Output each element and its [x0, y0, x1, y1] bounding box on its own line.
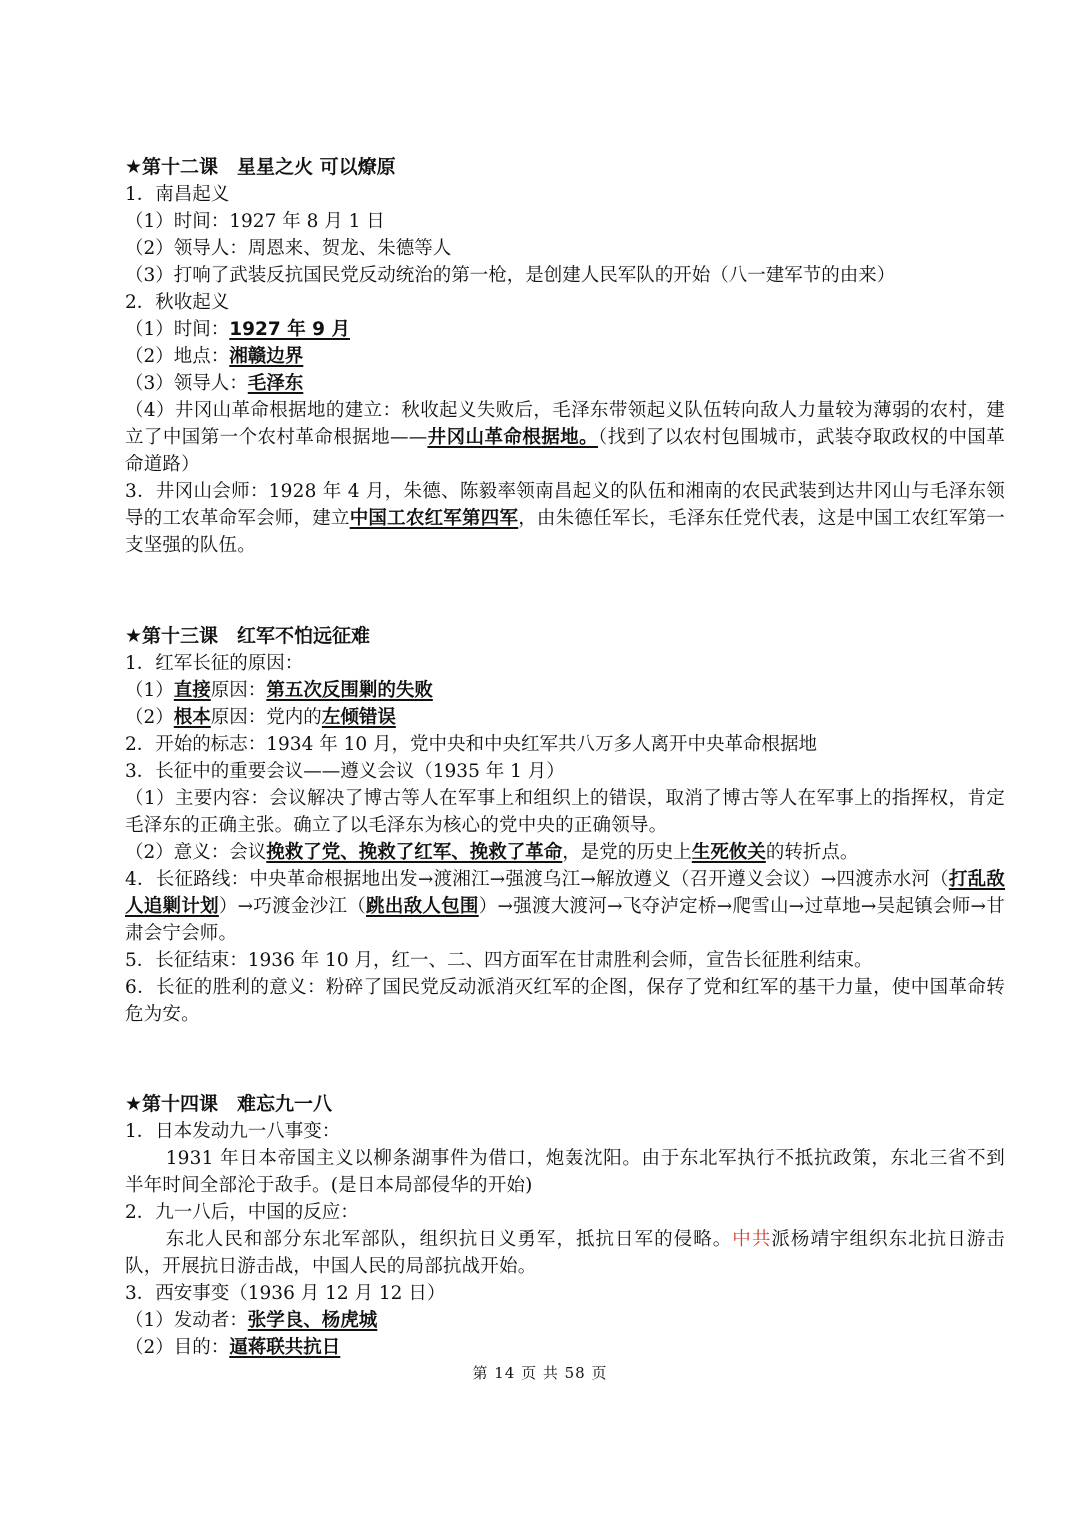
lesson-13-item-1: 1．红军长征的原因： — [125, 653, 304, 674]
lesson-12-item-1-2: （2）领导人：周恩来、贺龙、朱德等人 — [125, 238, 452, 259]
lesson-14-item-3-1: （1）发动者：张学良、杨虎城 — [125, 1310, 378, 1331]
lesson-13-item-3-2: （2）意义：会议挽救了党、挽救了红军、挽救了革命，是党的历史上生死攸关的转折点。 — [125, 842, 859, 863]
lesson-14-item-3: 3．西安事变（1936 月 12 月 12 日） — [125, 1283, 446, 1304]
lesson-14-item-2: 2．九一八后，中国的反应： — [125, 1202, 359, 1223]
lesson-12-item-2: 2．秋收起义 — [125, 292, 230, 313]
key-point: 第五次反围剿的失败 — [266, 680, 433, 701]
key-point: 生死攸关 — [691, 842, 766, 863]
key-point: 直接 — [173, 680, 211, 701]
section-gap — [125, 1028, 1005, 1091]
lesson-12-item-2-4: （4）井冈山革命根据地的建立：秋收起义失败后，毛泽东带领起义队伍转向敌人力量较为薄弱的农村，建立了中国第一个农村革命根据地——井冈山革命根据地。（找到了以农村包围城市，武装夺取政权的中国革命道路） — [125, 400, 1006, 475]
lesson-13-item-1-1: （1）直接原因：第五次反围剿的失败 — [125, 680, 433, 701]
lesson-13-item-2: 2．开始的标志：1934 年 10 月，党中央和中央红军共八万多人离开中央革命根据地 — [125, 734, 818, 755]
key-point: 毛泽东 — [247, 373, 304, 394]
lesson-13-item-6: 6．长征的胜利的意义：粉碎了国民党反动派消灭红军的企图，保存了党和红军的基干力量，使中国革命转危为安。 — [125, 977, 1005, 1025]
lesson-12-item-1: 1．南昌起义 — [125, 184, 230, 205]
key-point: 中国工农红军第四军 — [349, 508, 519, 529]
lesson-12-item-3: 3．井冈山会师：1928 年 4 月，朱德、陈毅率领南昌起义的队伍和湘南的农民武装到达井冈山与毛泽东领导的工农革命军会师，建立中国工农红军第四军，由朱德任军长，毛泽东任党代表，这是中国工农红军第一支坚强的队伍。 — [125, 481, 1005, 556]
lesson-13-title: ★第十三课 红军不怕远征难 — [125, 625, 371, 647]
lesson-14-item-2-paragraph: 东北人民和部分东北军部队，组织抗日义勇军，抵抗日军的侵略。中共派杨靖宇组织东北抗日游击队，开展抗日游击战，中国人民的局部抗战开始。 — [125, 1229, 1005, 1277]
lesson-12-item-2-3: （3）领导人：毛泽东 — [125, 373, 304, 394]
lesson-13-item-3-1: （1）主要内容：会议解决了博古等人在军事上和组织上的错误，取消了博古等人在军事上的指挥权，肯定毛泽东的正确主张。确立了以毛泽东为核心的党中央的正确领导。 — [125, 788, 1005, 836]
lesson-14-item-1-paragraph: 1931 年日本帝国主义以柳条湖事件为借口，炮轰沈阳。由于东北军执行不抵抗政策，东北三省不到半年时间全部沦于敌手。(是日本局部侵华的开始) — [125, 1148, 1005, 1196]
key-point: 左倾错误 — [321, 707, 396, 728]
key-point: 湘赣边界 — [229, 346, 304, 367]
lesson-13-item-4: 4．长征路线：中央革命根据地出发→渡湘江→强渡乌江→解放遵义（召开遵义会议）→四渡赤水河（打乱敌人追剿计划）→巧渡金沙江（跳出敌人包围）→强渡大渡河→飞夺泸定桥→爬雪山→过草地→吴起镇会师→甘肃会宁会师。 — [125, 869, 1005, 944]
section-gap — [125, 559, 1005, 623]
lesson-13-item-1-2: （2）根本原因：党内的左倾错误 — [125, 707, 396, 728]
lesson-14-title: ★第十四课 难忘九一八 — [125, 1093, 333, 1115]
lesson-12-item-1-3: （3）打响了武装反抗国民党反动统治的第一枪，是创建人民军队的开始（八一建军节的由来） — [125, 265, 896, 286]
lesson-12-item-2-1: （1）时间：1927 年 9 月 — [125, 319, 350, 340]
lesson-12-item-1-1: （1）时间：1927 年 8 月 1 日 — [125, 211, 385, 232]
key-point: 逼蒋联共抗日 — [229, 1337, 341, 1358]
page-content — [125, 154, 1005, 1361]
lesson-14-item-3-2: （2）目的：逼蒋联共抗日 — [125, 1337, 341, 1358]
key-point: 井冈山革命根据地。 — [427, 427, 599, 448]
key-point: 根本 — [173, 707, 211, 728]
lesson-13-item-3: 3．长征中的重要会议——遵义会议（1935 年 1 月） — [125, 761, 565, 782]
key-point: 张学良、杨虎城 — [247, 1310, 378, 1331]
key-point: 1927 年 9 月 — [229, 319, 350, 340]
page-number: 第 14 页 共 58 页 — [472, 1364, 608, 1382]
key-point: 跳出敌人包围 — [366, 896, 479, 917]
key-point: 打乱敌人追剿计划 — [125, 869, 1005, 917]
lesson-13-item-5: 5．长征结束：1936 年 10 月，红一、二、四方面军在甘肃胜利会师，宣告长征胜利结束。 — [125, 950, 873, 971]
lesson-12-item-2-2: （2）地点：湘赣边界 — [125, 346, 304, 367]
lesson-14-item-1: 1．日本发动九一八事变： — [125, 1121, 341, 1142]
lesson-12-title: ★第十二课 星星之火 可以燎原 — [125, 156, 396, 178]
key-point: 挽救了党、挽救了红军、挽救了革命 — [266, 842, 563, 863]
highlight-red: 中共 — [732, 1229, 772, 1250]
